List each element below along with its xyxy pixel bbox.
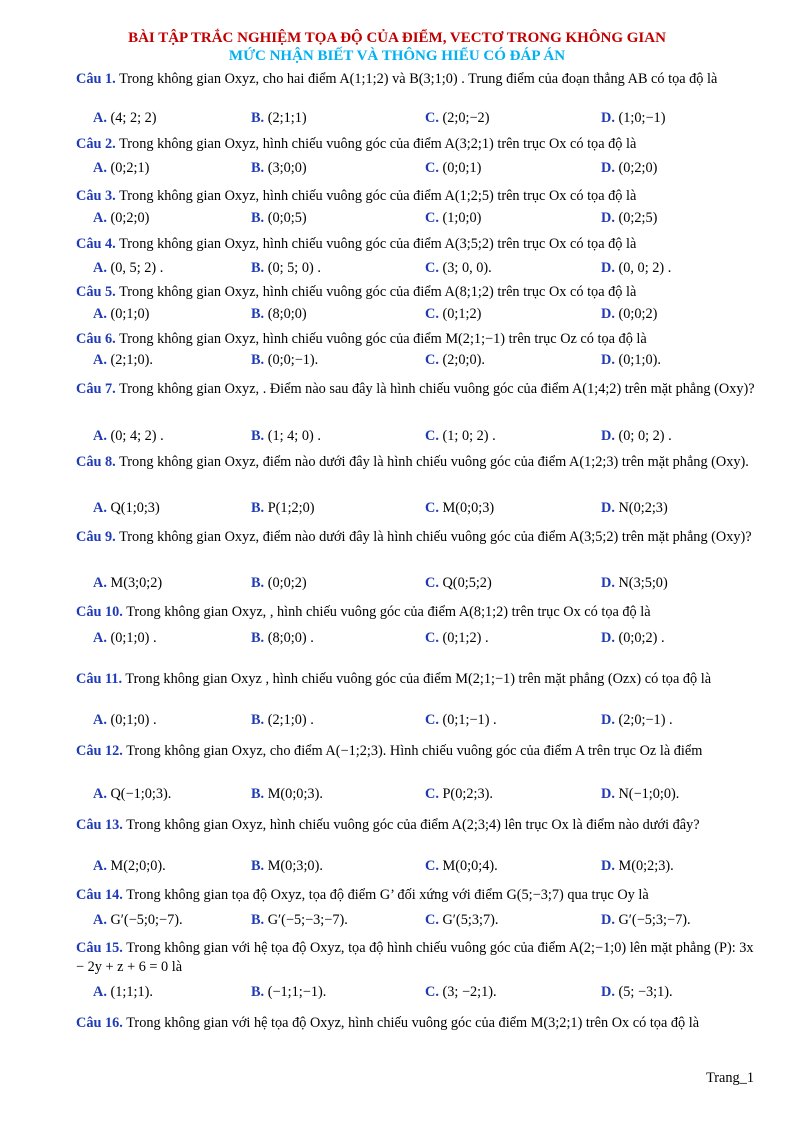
answer-option-c[interactable] [425,110,489,127]
answer-options [93,110,753,132]
question-label: Câu 1. [76,71,116,87]
option-letter: C. [425,260,439,276]
option-value: (0;2;1) [110,160,150,176]
option-value: M(0;3;0). [267,858,323,874]
answer-option-b[interactable] [251,984,326,1001]
option-value: (0;1;0) . [110,712,157,728]
question-7 [76,380,756,399]
option-letter: A. [93,786,107,802]
option-letter: C. [425,306,439,322]
option-value: (0;0;−1). [267,352,319,368]
question-3 [76,187,756,206]
question-text: Trong không gian Oxyz, điểm nào dưới đây là hình chiếu vuông góc của điểm A(3;5;2) trên mặt phẳng (Oxy)? [119,529,752,545]
option-value: (0;0;2) [267,575,307,591]
answer-option-c[interactable] [425,912,498,929]
answer-options [93,712,753,734]
option-value: (0; 0; 2) . [618,428,672,444]
answer-option-d[interactable] [601,786,679,803]
option-value: (−1;1;−1). [267,984,327,1000]
question-14 [76,886,756,905]
option-value: G′(−5;0;−7). [110,912,183,928]
option-letter: B. [251,306,265,322]
option-value: (0;0;1) [442,160,482,176]
question-text: Trong không gian với hệ tọa độ Oxyz, tọa độ hình chiếu vuông góc của điểm A(2;−1;0) lên mặt phẳng (P): 3x − 2y + z + 6 = 0 là [76,940,754,975]
answer-option-a[interactable] [93,352,153,369]
question-label: Câu 6. [76,331,116,347]
answer-option-c[interactable] [425,210,481,227]
answer-option-b[interactable] [251,428,321,445]
option-value: P(0;2;3). [442,786,493,802]
option-value: M(0;0;4). [442,858,498,874]
option-value: G′(−5;3;−7). [618,912,691,928]
answer-option-a[interactable] [93,912,183,929]
answer-option-a[interactable] [93,260,163,277]
question-text: Trong không gian tọa độ Oxyz, tọa độ điểm G’ đối xứng với điểm G(5;−3;7) qua trục Oy là [126,887,649,903]
question-text: Trong không gian với hệ tọa độ Oxyz, hình chiếu vuông góc của điểm M(3;2;1) trên Ox có tọa độ là [126,1015,700,1031]
option-letter: B. [251,984,265,1000]
option-value: Q(1;0;3) [110,500,160,516]
option-letter: C. [425,858,439,874]
question-4 [76,235,756,254]
question-text: Trong không gian Oxyz, hình chiếu vuông góc của điểm A(1;2;5) trên trục Ox có tọa độ là [119,188,637,204]
option-value: (2;1;1) [267,110,307,126]
answer-option-c[interactable] [425,260,492,277]
option-letter: B. [251,575,265,591]
option-value: (0; 4; 2) . [110,428,164,444]
option-value: (2;0;−2) [442,110,490,126]
question-9 [76,528,756,547]
answer-option-b[interactable] [251,210,307,227]
answer-options [93,160,753,182]
option-value: (0, 5; 2) . [110,260,164,276]
answer-option-d[interactable] [601,110,665,127]
question-2 [76,135,756,154]
option-value: (0;0;2) . [618,630,665,646]
question-label: Câu 7. [76,381,116,397]
question-label: Câu 3. [76,188,116,204]
option-letter: C. [425,428,439,444]
option-letter: B. [251,260,265,276]
question-1 [76,70,756,89]
question-label: Câu 16. [76,1015,123,1031]
answer-options [93,575,753,597]
answer-option-b[interactable] [251,160,307,177]
option-letter: C. [425,912,439,928]
option-letter: C. [425,712,439,728]
option-value: G′(−5;−3;−7). [267,912,348,928]
answer-option-d[interactable] [601,428,672,445]
option-value: (0;1;2) . [442,630,489,646]
option-letter: D. [601,352,615,368]
question-text: Trong không gian Oxyz, hình chiếu vuông góc của điểm A(8;1;2) trên trục Ox có tọa độ là [119,284,637,300]
option-letter: A. [93,260,107,276]
option-value: (4; 2; 2) [110,110,157,126]
option-value: P(1;2;0) [267,500,315,516]
option-value: (3; −2;1). [442,984,497,1000]
question-11 [76,670,756,689]
answer-option-b[interactable] [251,110,307,127]
option-value: (0;1;−1) . [442,712,497,728]
answer-options [93,306,753,328]
option-value: G′(5;3;7). [442,912,499,928]
question-text: Trong không gian Oxyz, hình chiếu vuông góc của điểm A(3;5;2) trên trục Ox có tọa độ là [119,236,637,252]
question-10 [76,603,756,622]
answer-option-b[interactable] [251,630,314,647]
answer-option-d[interactable] [601,575,668,592]
answer-options [93,500,753,522]
answer-options [93,260,753,282]
question-text: Trong không gian Oxyz , hình chiếu vuông góc của điểm M(2;1;−1) trên mặt phẳng (Ozx) có tọa độ là [125,671,712,687]
answer-option-a[interactable] [93,306,149,323]
answer-option-a[interactable] [93,110,157,127]
option-letter: D. [601,500,615,516]
option-value: M(3;0;2) [110,575,163,591]
document-title: BÀI TẬP TRẮC NGHIỆM TỌA ĐỘ CỦA ĐIỂM, VECTƠ TRONG KHÔNG GIAN [128,30,666,46]
answer-option-a[interactable] [93,786,171,803]
option-letter: A. [93,712,107,728]
option-value: Q(0;5;2) [442,575,492,591]
option-letter: C. [425,786,439,802]
answer-option-d[interactable] [601,630,665,647]
question-text: Trong không gian Oxyz, hình chiếu vuông góc của điểm A(2;3;4) lên trục Ox là điểm nào dưới đây? [126,817,700,833]
option-letter: A. [93,500,107,516]
option-value: (0;2;5) [618,210,658,226]
answer-options [93,352,753,374]
option-letter: B. [251,630,265,646]
option-letter: D. [601,630,615,646]
answer-options [93,786,753,808]
option-letter: A. [93,210,107,226]
question-16 [76,1014,756,1033]
option-value: (1;0;−1) [618,110,666,126]
option-value: (0;1;2) [442,306,482,322]
option-letter: D. [601,160,615,176]
option-value: M(0;0;3). [267,786,323,802]
option-letter: C. [425,500,439,516]
option-letter: B. [251,352,265,368]
option-letter: A. [93,160,107,176]
option-letter: D. [601,110,615,126]
option-letter: D. [601,260,615,276]
question-label: Câu 10. [76,604,123,620]
question-5 [76,283,756,302]
option-value: (1;1;1). [110,984,153,1000]
answer-options [93,912,753,934]
answer-option-a[interactable] [93,500,160,517]
option-value: (0;0;2) [618,306,658,322]
answer-option-a[interactable] [93,210,149,227]
answer-options [93,210,753,232]
option-letter: A. [93,984,107,1000]
answer-option-c[interactable] [425,712,497,729]
question-label: Câu 14. [76,887,123,903]
answer-option-b[interactable] [251,712,314,729]
question-label: Câu 13. [76,817,123,833]
option-letter: C. [425,984,439,1000]
option-value: (2;1;0). [110,352,153,368]
option-value: (0; 5; 0) . [267,260,321,276]
option-value: (1;0;0) [442,210,482,226]
answer-option-c[interactable] [425,858,498,875]
option-value: (0;2;0) [618,160,658,176]
answer-option-a[interactable] [93,428,164,445]
answer-options [93,428,753,450]
option-value: (2;0;−1) . [618,712,673,728]
option-letter: A. [93,352,107,368]
answer-option-d[interactable] [601,984,673,1001]
answer-option-a[interactable] [93,712,157,729]
option-value: (1; 0; 2) . [442,428,496,444]
question-15 [76,939,756,977]
answer-options [93,858,753,880]
option-value: (0;1;0) . [110,630,157,646]
option-value: M(0;2;3). [618,858,674,874]
answer-option-b[interactable] [251,306,307,323]
option-letter: C. [425,210,439,226]
answer-option-b[interactable] [251,260,321,277]
question-text: Trong không gian Oxyz, cho điểm A(−1;2;3). Hình chiếu vuông góc của điểm A trên trục Oz là điểm [126,743,703,759]
answer-option-d[interactable] [601,352,661,369]
option-value: (8;0;0) [267,306,307,322]
answer-option-d[interactable] [601,858,674,875]
answer-option-b[interactable] [251,575,307,592]
question-label: Câu 8. [76,454,116,470]
option-letter: B. [251,428,265,444]
option-value: (0;1;0) [110,306,150,322]
answer-option-c[interactable] [425,984,497,1001]
option-letter: D. [601,984,615,1000]
answer-option-c[interactable] [425,630,489,647]
question-text: Trong không gian Oxyz, hình chiếu vuông góc của điểm A(3;2;1) trên trục Ox có tọa độ là [119,136,637,152]
option-letter: D. [601,210,615,226]
question-text: Trong không gian Oxyz, , hình chiếu vuông góc của điểm A(8;1;2) trên trục Ox có tọa độ là [126,604,651,620]
answer-option-a[interactable] [93,160,149,177]
option-letter: D. [601,858,615,874]
option-value: N(−1;0;0). [618,786,680,802]
answer-option-d[interactable] [601,500,668,517]
option-value: (0;2;0) [110,210,150,226]
question-label: Câu 9. [76,529,116,545]
option-letter: B. [251,912,265,928]
answer-option-c[interactable] [425,428,496,445]
answer-option-b[interactable] [251,786,323,803]
option-letter: B. [251,210,265,226]
answer-option-d[interactable] [601,912,691,929]
option-value: (5; −3;1). [618,984,673,1000]
option-value: (0;0;5) [267,210,307,226]
page-number: Trang_1 [706,1070,754,1086]
option-letter: D. [601,428,615,444]
answer-option-c[interactable] [425,306,481,323]
answer-option-d[interactable] [601,160,657,177]
option-letter: B. [251,786,265,802]
question-label: Câu 2. [76,136,116,152]
answer-option-c[interactable] [425,786,493,803]
answer-option-c[interactable] [425,575,492,592]
answer-option-d[interactable] [601,306,657,323]
option-value: M(0;0;3) [442,500,495,516]
answer-option-c[interactable] [425,160,481,177]
option-letter: C. [425,630,439,646]
option-letter: C. [425,352,439,368]
option-letter: B. [251,712,265,728]
option-letter: A. [93,428,107,444]
option-value: N(0;2;3) [618,500,668,516]
option-letter: C. [425,160,439,176]
question-text: Trong không gian Oxyz, . Điểm nào sau đây là hình chiếu vuông góc của điểm A(1;4;2) trên mặt phẳng (Oxy)? [119,381,755,397]
option-letter: A. [93,306,107,322]
document-subtitle: MỨC NHẬN BIẾT VÀ THÔNG HIỂU CÓ ĐÁP ÁN [228,48,566,64]
question-label: Câu 12. [76,743,123,759]
answer-option-c[interactable] [425,500,494,517]
option-letter: D. [601,575,615,591]
answer-option-b[interactable] [251,858,323,875]
question-label: Câu 4. [76,236,116,252]
option-value: (3;0;0) [267,160,307,176]
question-13 [76,816,756,835]
option-letter: B. [251,160,265,176]
answer-option-c[interactable] [425,352,485,369]
option-letter: A. [93,110,107,126]
answer-option-d[interactable] [601,210,657,227]
answer-option-a[interactable] [93,630,157,647]
option-value: (1; 4; 0) . [267,428,321,444]
option-letter: A. [93,912,107,928]
question-text: Trong không gian Oxyz, hình chiếu vuông góc của điểm M(2;1;−1) trên trục Oz có tọa độ là [119,331,647,347]
option-value: N(3;5;0) [618,575,668,591]
answer-option-d[interactable] [601,260,671,277]
option-value: (8;0;0) . [267,630,314,646]
option-letter: C. [425,110,439,126]
answer-option-b[interactable] [251,352,318,369]
answer-option-b[interactable] [251,500,315,517]
question-6 [76,330,756,349]
option-value: (2;1;0) . [267,712,314,728]
option-value: M(2;0;0). [110,858,166,874]
answer-option-b[interactable] [251,912,348,929]
option-value: Q(−1;0;3). [110,786,172,802]
option-letter: D. [601,786,615,802]
option-letter: B. [251,858,265,874]
question-label: Câu 15. [76,940,123,956]
question-label: Câu 5. [76,284,116,300]
option-letter: D. [601,912,615,928]
option-letter: B. [251,500,265,516]
question-8 [76,453,756,472]
option-letter: B. [251,110,265,126]
option-letter: A. [93,858,107,874]
answer-option-a[interactable] [93,984,153,1001]
option-letter: A. [93,630,107,646]
answer-option-d[interactable] [601,712,673,729]
option-value: (0;1;0). [618,352,661,368]
option-letter: C. [425,575,439,591]
question-text: Trong không gian Oxyz, cho hai điểm A(1;1;2) và B(3;1;0) . Trung điểm của đoạn thẳng AB có tọa độ là [119,71,718,87]
question-12 [76,742,756,761]
option-letter: A. [93,575,107,591]
answer-option-a[interactable] [93,858,166,875]
option-letter: D. [601,712,615,728]
answer-options [93,630,753,652]
answer-option-a[interactable] [93,575,162,592]
option-value: (0, 0; 2) . [618,260,672,276]
option-value: (3; 0, 0). [442,260,492,276]
option-value: (2;0;0). [442,352,485,368]
option-letter: D. [601,306,615,322]
question-label: Câu 11. [76,671,123,687]
question-text: Trong không gian Oxyz, điểm nào dưới đây là hình chiếu vuông góc của điểm A(1;2;3) trên mặt phẳng (Oxy). [119,454,749,470]
answer-options [93,984,753,1006]
